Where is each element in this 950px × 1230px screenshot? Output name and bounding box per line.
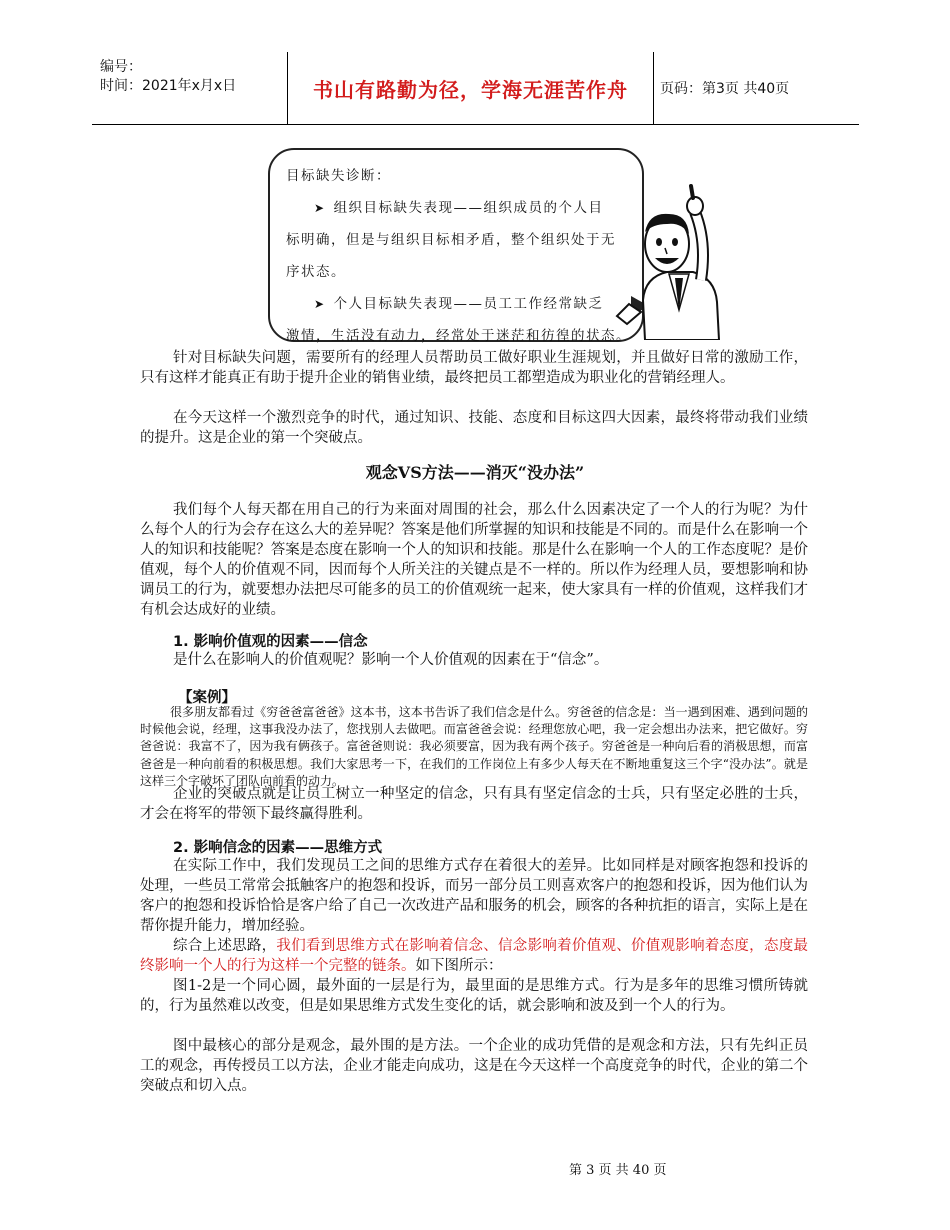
callout-item-1: ➤ 组织目标缺失表现——组织成员的个人目 xyxy=(314,200,604,216)
page-header xyxy=(92,52,859,125)
header-time: 时间：2021年x月x日 xyxy=(100,78,237,94)
paragraph-second-breakthrough: 图中最核心的部分是观念，最外围的是方法。一个企业的成功凭借的是观念和方法，只有先纠正员工的观念，再传授员工以方法，企业才能走向成功，这是在今天这样一个高度竞争的时代，企业的第二个突破点和切入点。 xyxy=(140,1038,808,1094)
case-text: 很多朋友都看过《穷爸爸富爸爸》这本书，这本书告诉了我们信念是什么。穷爸爸的信念是：当一遇到困难、遇到问题的时候他会说，经理，这事我没办法了，您找别人去做吧。而富爸爸会说：经理您放心吧，我一定会想出办法来，把它做好。穷爸爸说：我富不了，因为我有俩孩子。富爸爸则说：我必须要富，因为我有两个孩子。穷爸爸是一种向后看的消极思想，而富爸爸是一种向前看的积极思想。我们大家思考一下，在我们的工作岗位上有多少人每天在不断地重复这三个字“没办法”。就是这样三个字破坏了团队向前看的动力。 xyxy=(140,705,808,788)
header-meta xyxy=(100,58,236,96)
paragraph-goal-missing: 针对目标缺失问题，需要所有的经理人员帮助员工做好职业生涯规划，并且做好日常的激励工作，只有这样才能真正有助于提升企业的销售业绩，最终把员工都塑造成为职业化的营销经理人。 xyxy=(140,350,808,386)
callout-item-2-line-2: 激情，生活没有动力，经常处于迷茫和彷徨的状态。 xyxy=(286,328,631,344)
subheading-values-belief: 1. 影响价值观的因素——信念 xyxy=(173,634,368,650)
header-motto: 书山有路勤为径，学海无涯苦作舟 xyxy=(287,52,654,124)
cartoon-businessman-icon xyxy=(615,182,725,340)
paragraph-concentric-circle: 图1-2是一个同心圆，最外面的一层是行为，最里面的是思维方式。行为是多年的思维习惯所铸就的，行为虽然难以改变，但是如果思维方式发生变化的话，就会影响和波及到一个人的行为。 xyxy=(140,978,808,1014)
highlighted-chain-text: 我们看到思维方式在影响着信念、信念影响着价值观、价值观影响着态度，态度最终影响一个人的行为这样一个完整的链条。 xyxy=(140,938,809,974)
bullet-arrow-icon: ➤ xyxy=(314,297,326,311)
paragraph-behavior-values: 我们每个人每天都在用自己的行为来面对周围的社会，那么什么因素决定了一个人的行为呢？为什么每个人的行为会存在这么大的差异呢？答案是他们所掌握的知识和技能是不同的。而是什么在影响一个人的知识和技能呢？答案是态度在影响一个人的知识和技能。那是什么在影响一个人的工作态度呢？是价值观，每个人的价值观不同，因而每个人所关注的关键点是不一样的。所以作为经理人员，要想影响和协调员工的行为，就要想办法把尽可能多的员工的价值观统一起来，使大家具有一样的价值观，这样我们才有机会达成好的业绩。 xyxy=(140,502,808,618)
diagnosis-callout-text xyxy=(286,160,631,352)
paragraph-chain-summary: 综合上述思路，我们看到思维方式在影响着信念、信念影响着价值观、价值观影响着态度，态度最终影响一个人的行为这样一个完整的链条。如下图所示： xyxy=(140,938,809,974)
paragraph-firm-belief: 企业的突破点就是让员工树立一种坚定的信念，只有具有坚定信念的士兵，只有坚定必胜的士兵，才会在将军的带领下最终赢得胜利。 xyxy=(140,786,808,822)
callout-item-2: ➤ 个人目标缺失表现——员工工作经常缺乏 xyxy=(314,296,604,312)
case-label: 【案例】 xyxy=(178,690,236,706)
section-title: 观念VS方法——消灭“没办法” xyxy=(365,463,585,482)
callout-item-1-line-3: 序状态。 xyxy=(286,264,346,280)
paragraph-thinking-differences: 在实际工作中，我们发现员工之间的思维方式存在着很大的差异。比如同样是对顾客抱怨和投诉的处理，一些员工常常会抵触客户的抱怨和投诉，而另一部分员工则喜欢客户的抱怨和投诉，因为他们认为客户的抱怨和投诉恰恰是客户给了自己一次改进产品和服务的机会，顾客的各种抗拒的语言，实际上是在帮你提升能力，增加经验。 xyxy=(140,858,808,934)
page-footer: 第 3 页 共 40 页 xyxy=(569,1163,667,1178)
callout-item-1-line-2: 标明确，但是与组织目标相矛盾，整个组织处于无 xyxy=(286,232,616,248)
callout-title: 目标缺失诊断： xyxy=(286,168,391,184)
header-page-info: 页码：第3页 共40页 xyxy=(660,81,790,97)
paragraph-first-breakthrough: 在今天这样一个激烈竞争的时代，通过知识、技能、态度和目标这四大因素，最终将带动我们业绩的提升。这是企业的第一个突破点。 xyxy=(140,410,808,446)
paragraph-belief-question: 是什么在影响人的价值观呢？影响一个人价值观的因素在于“信念”。 xyxy=(173,652,609,668)
bullet-arrow-icon: ➤ xyxy=(314,201,326,215)
subheading-belief-thinking: 2. 影响信念的因素——思维方式 xyxy=(173,840,383,856)
header-number-label: 编号： xyxy=(100,59,142,75)
